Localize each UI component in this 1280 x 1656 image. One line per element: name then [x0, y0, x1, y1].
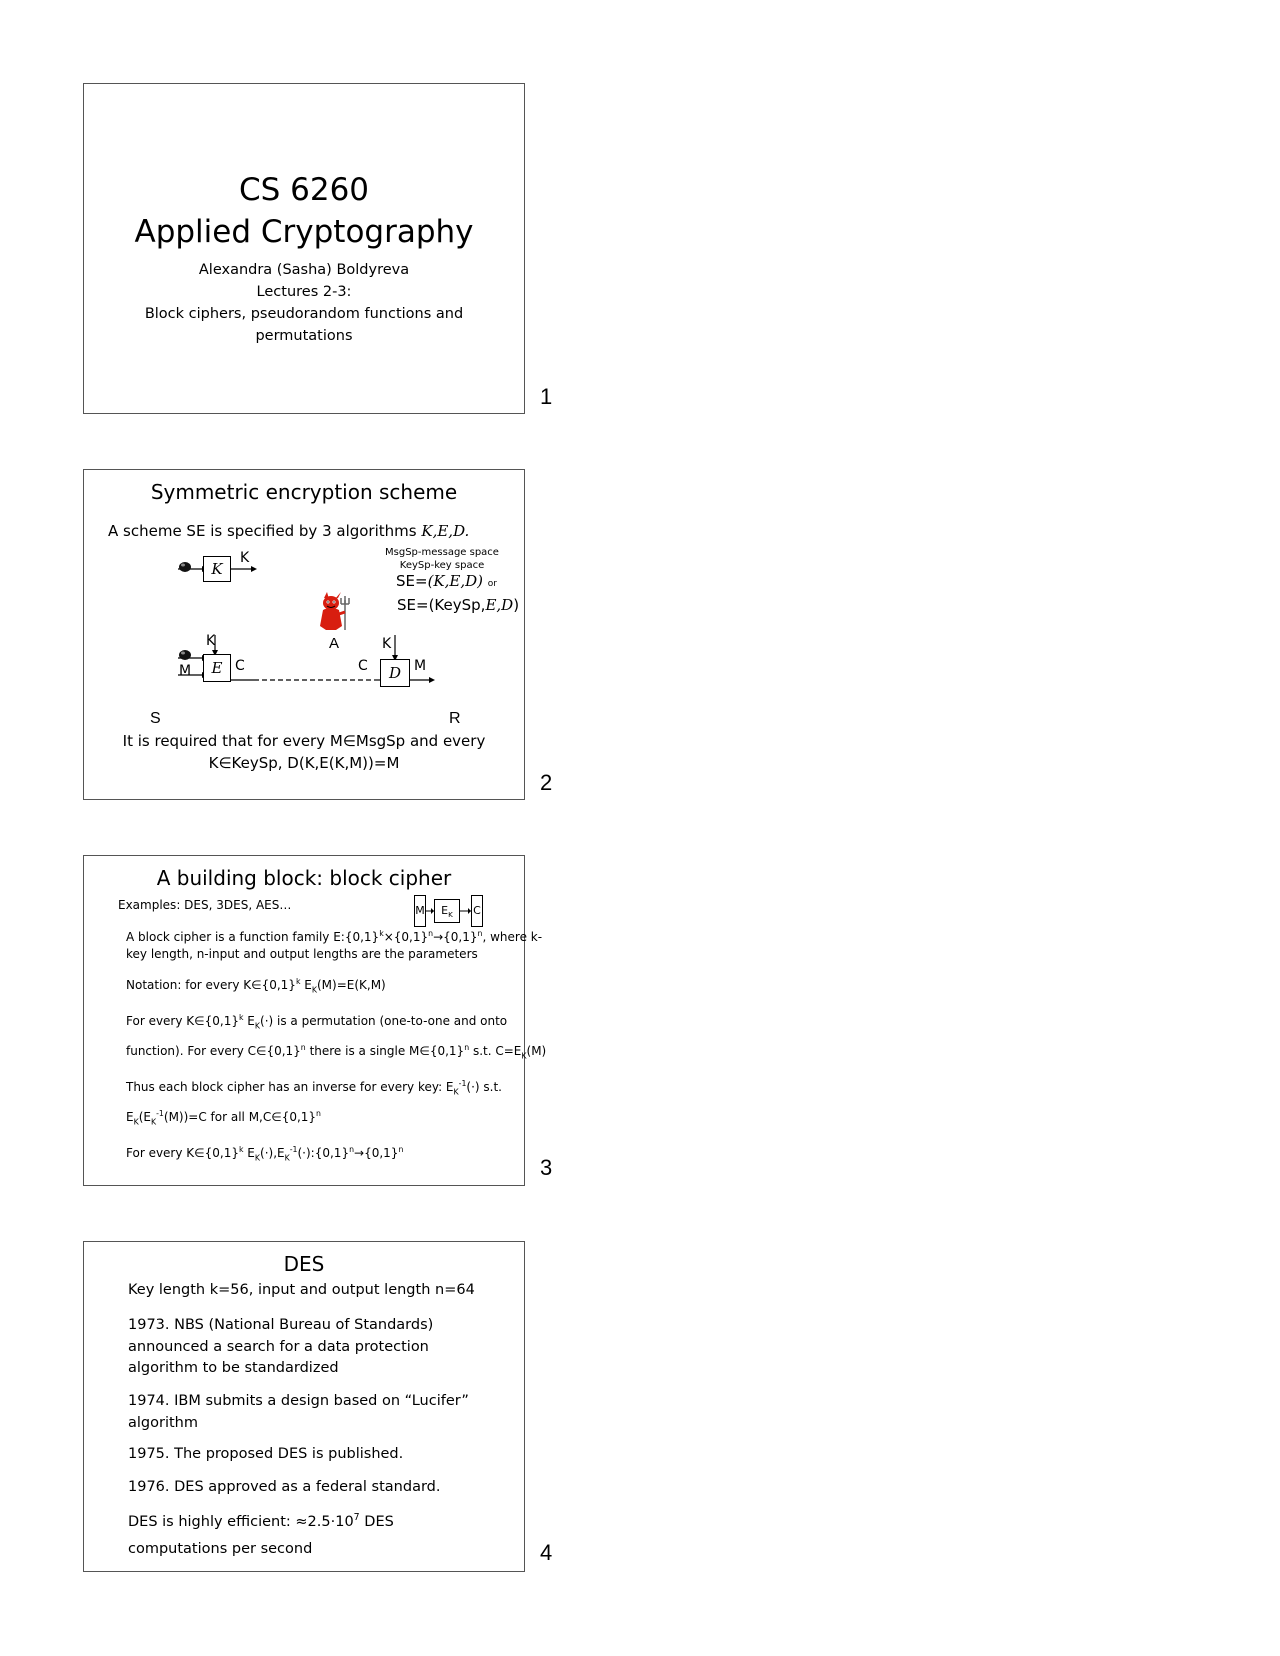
ciphertext-input-label: C — [358, 658, 368, 674]
receiver-label: R — [449, 710, 461, 727]
slide-2-intro: A scheme SE is specified by 3 algorithms K,E,D. — [108, 522, 470, 540]
keygen-output-label: K — [240, 550, 250, 566]
encrypt-algorithm-box: E — [203, 654, 231, 682]
inverse-line1: Thus each block cipher has an inverse for every key: $E_K^{-1}(\cdot)$ s.t. — [126, 1079, 502, 1097]
des-history-1973: 1973. NBS (National Bureau of Standards) announced a search for a data protection algorithm to be standardized — [128, 1317, 434, 1376]
diagram-message-box: M — [414, 895, 426, 927]
des-key-length: Key length k=56, input and output length n=64 — [128, 1282, 475, 1298]
inverse-domain-line: For every $K\in\{0,1\}^k$ $E_K(\cdot),E_K^{-1}(\cdot):\{0,1\}^n\to\{0,1\}^n$ — [126, 1145, 404, 1163]
des-history-1974: 1974. IBM submits a design based on “Lucifer” algorithm — [128, 1393, 469, 1431]
block-cipher-examples: Examples: DES, 3DES, AES… — [118, 898, 292, 912]
slide-3-number: 3 — [540, 1155, 553, 1180]
slide-2-intro-algs: K,E,D. — [421, 522, 470, 540]
slide-2-title: Symmetric encryption scheme — [150, 480, 458, 504]
inverse-line2: $E_K(E_K^{-1}(M))=C$ for all $M,C\in\{0,1\}^n$ — [126, 1109, 321, 1127]
se-definition-1: SE=(K,E,D) or — [396, 572, 498, 590]
slide-1-author: Alexandra (Sasha) Boldyreva — [198, 262, 410, 278]
slide-1 — [83, 83, 525, 414]
des-history-1975: 1975. The proposed DES is published. — [128, 1446, 404, 1462]
block-cipher-diagram-arrows — [426, 906, 472, 916]
coin-icon — [178, 558, 192, 577]
slide-1-topic-line1: Block ciphers, pseudorandom functions and — [144, 306, 464, 322]
slide-4-title: DES — [283, 1252, 325, 1276]
diagram-ciphertext-box: C — [471, 895, 483, 927]
diagram-cipher-box: $E_K$ — [434, 899, 460, 923]
keygen-algorithm-box: K — [203, 556, 231, 582]
sender-label: S — [150, 710, 161, 727]
slide-2-number: 2 — [540, 770, 553, 795]
se-definition-2: SE=(KeySp,E,D) — [397, 596, 520, 614]
ciphertext-output-label: C — [235, 658, 245, 674]
adversary-label: A — [329, 635, 340, 652]
slide-1-number: 1 — [540, 384, 553, 409]
block-cipher-definition-line1: A block cipher is a function family $E:\{0,1\}^k\times\{0,1\}^n\to\{0,1\}^n$, where k- — [126, 929, 543, 944]
slide-1-title-line2: Applied Cryptography — [134, 214, 474, 250]
permutation-line1: For every $K\in\{0,1\}^k$ $E_K(\cdot)$ is a permutation (one-to-one and onto — [126, 1013, 508, 1031]
slide-3-title: A building block: block cipher — [156, 866, 452, 890]
notation-line: Notation: for every $K\in\{0,1\}^k$ $E_K(M)=E(K,M)$ — [126, 977, 386, 995]
keysp-note: KeySp-key space — [399, 560, 485, 571]
slide-1-title-line1: CS 6260 — [238, 172, 370, 208]
block-cipher-definition-line2: key length, n-input and output lengths are the parameters — [126, 947, 478, 961]
encrypt-key-label: K — [206, 633, 216, 649]
slide-4-number: 4 — [540, 1540, 553, 1565]
slide-1-lectures: Lectures 2-3: — [256, 284, 352, 300]
permutation-line2: function). For every $C\in\{0,1\}^n$ there is a single $M\in\{0,1\}^n$ s.t. $C=E_K(M)$ — [126, 1043, 547, 1061]
des-history-1976: 1976. DES approved as a federal standard. — [128, 1479, 441, 1495]
msgsp-note: MsgSp-message space — [385, 547, 499, 558]
devil-icon — [314, 590, 354, 638]
des-efficiency-line2: computations per second — [128, 1541, 313, 1557]
slide-4 — [83, 1241, 525, 1572]
decrypt-key-label: K — [382, 636, 392, 652]
requirement-line1: It is required that for every M∈MsgSp and every — [122, 732, 486, 750]
message-output-label: M — [414, 658, 427, 674]
slide-2 — [83, 469, 525, 800]
message-input-label: M — [179, 663, 192, 679]
decrypt-algorithm-box: D — [380, 659, 410, 687]
requirement-line2: K∈KeySp, D(K,E(K,M))=M — [208, 754, 400, 772]
slide-1-topic-line2: permutations — [255, 328, 353, 344]
slide-3 — [83, 855, 547, 1186]
des-efficiency-line1: DES is highly efficient: $\approx 2.5\cdot 10^7$ DES — [128, 1512, 394, 1530]
